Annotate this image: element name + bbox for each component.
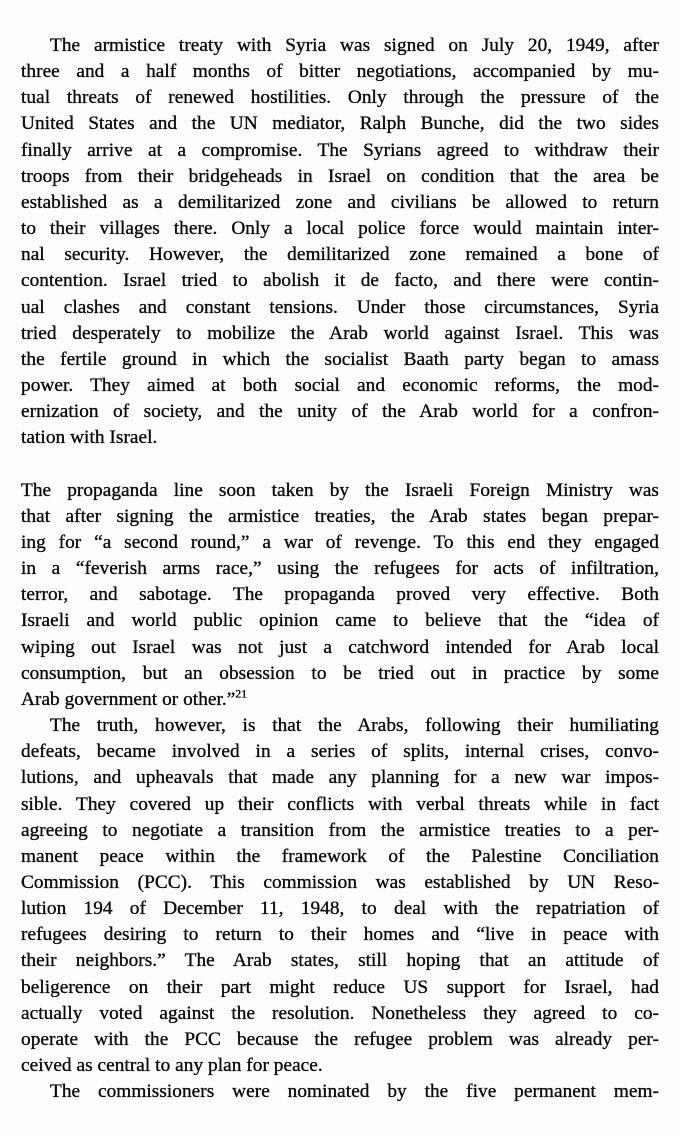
text-line: to their villages there. Only a local police force would maintain inter- xyxy=(21,218,659,240)
text-line: wiping out Israel was not just a catchword intended for Arab local xyxy=(21,636,659,658)
text-line: manent peace within the framework of the Palestine Conciliation xyxy=(21,845,659,867)
text-line-fragment: Arab government or other.” xyxy=(21,688,236,710)
text-line: established as a demilitarized zone and civilians be allowed to return xyxy=(21,191,659,213)
text-line: The propaganda line soon taken by the Israeli Foreign Ministry was xyxy=(21,479,659,501)
text-line: nal security. However, the demilitarized zone remained a bone of xyxy=(21,244,659,266)
text-line: Israeli and world public opinion came to believe that the “idea of xyxy=(21,610,659,632)
text-line: The commissioners were nominated by the five permanent mem- xyxy=(50,1081,659,1103)
text-line xyxy=(21,687,659,713)
page-text xyxy=(21,33,659,1105)
text-line: The truth, however, is that the Arabs, following their humiliating xyxy=(50,715,659,737)
paragraph xyxy=(21,713,659,1079)
text-line: ual clashes and constant tensions. Under those circumstances, Syria xyxy=(21,296,659,318)
text-line: United States and the UN mediator, Ralph Bunche, did the two sides xyxy=(21,113,659,135)
paragraph xyxy=(21,33,659,452)
text-line: ceived as central to any plan for peace. xyxy=(21,1055,323,1077)
text-line: terror, and sabotage. The propaganda proved very effective. Both xyxy=(21,584,659,606)
text-line: beligerence on their part might reduce US support for Israel, had xyxy=(21,976,659,998)
text-line: troops from their bridgeheads in Israel on condition that the area be xyxy=(21,165,659,187)
text-line: consumption, but an obsession to be tried out in practice by some xyxy=(21,662,659,684)
text-line: actually voted against the resolution. Nonetheless they agreed to co- xyxy=(21,1002,659,1024)
text-line: in a “feverish arms race,” using the refugees for acts of infiltration, xyxy=(21,558,659,580)
text-line: finally arrive at a compromise. The Syrians agreed to withdraw their xyxy=(21,139,659,161)
text-line: Commission (PCC). This commission was established by UN Reso- xyxy=(21,871,659,893)
text-line: lution 194 of December 11, 1948, to deal with the repatriation of xyxy=(21,898,659,920)
text-line: that after signing the armistice treaties, the Arab states began prepar- xyxy=(21,505,659,527)
text-line: defeats, became involved in a series of splits, internal crises, convo- xyxy=(21,741,659,763)
text-line: tried desperately to mobilize the Arab world against Israel. This was xyxy=(21,322,659,344)
text-line: agreeing to negotiate a transition from the armistice treaties to a per- xyxy=(21,819,659,841)
footnote-ref: 21 xyxy=(235,687,247,701)
text-line: three and a half months of bitter negotiations, accompanied by mu- xyxy=(21,61,659,83)
text-line: operate with the PCC because the refugee problem was already per- xyxy=(21,1028,659,1050)
text-line: the fertile ground in which the socialist Baath party began to amass xyxy=(21,348,659,370)
text-line: refugees desiring to return to their homes and “live in peace with xyxy=(21,924,659,946)
paragraph xyxy=(21,1079,659,1105)
text-line: tation with Israel. xyxy=(21,427,158,449)
text-line: tual threats of renewed hostilities. Only through the pressure of the xyxy=(21,87,659,109)
text-line: their neighbors.” The Arab states, still hoping that an attitude of xyxy=(21,950,659,972)
text-line: ing for “a second round,” a war of revenge. To this end they engaged xyxy=(21,531,659,553)
text-line: power. They aimed at both social and economic reforms, the mod- xyxy=(21,375,659,397)
text-line: The armistice treaty with Syria was signed on July 20, 1949, after xyxy=(50,35,659,56)
paragraph xyxy=(21,478,659,713)
text-line: sible. They covered up their conflicts with verbal threats while in fact xyxy=(21,793,659,815)
text-line: contention. Israel tried to abolish it de facto, and there were contin- xyxy=(21,270,659,292)
text-line: lutions, and upheavals that made any planning for a new war impos- xyxy=(21,767,659,789)
text-line: ernization of society, and the unity of the Arab world for a confron- xyxy=(21,401,659,423)
